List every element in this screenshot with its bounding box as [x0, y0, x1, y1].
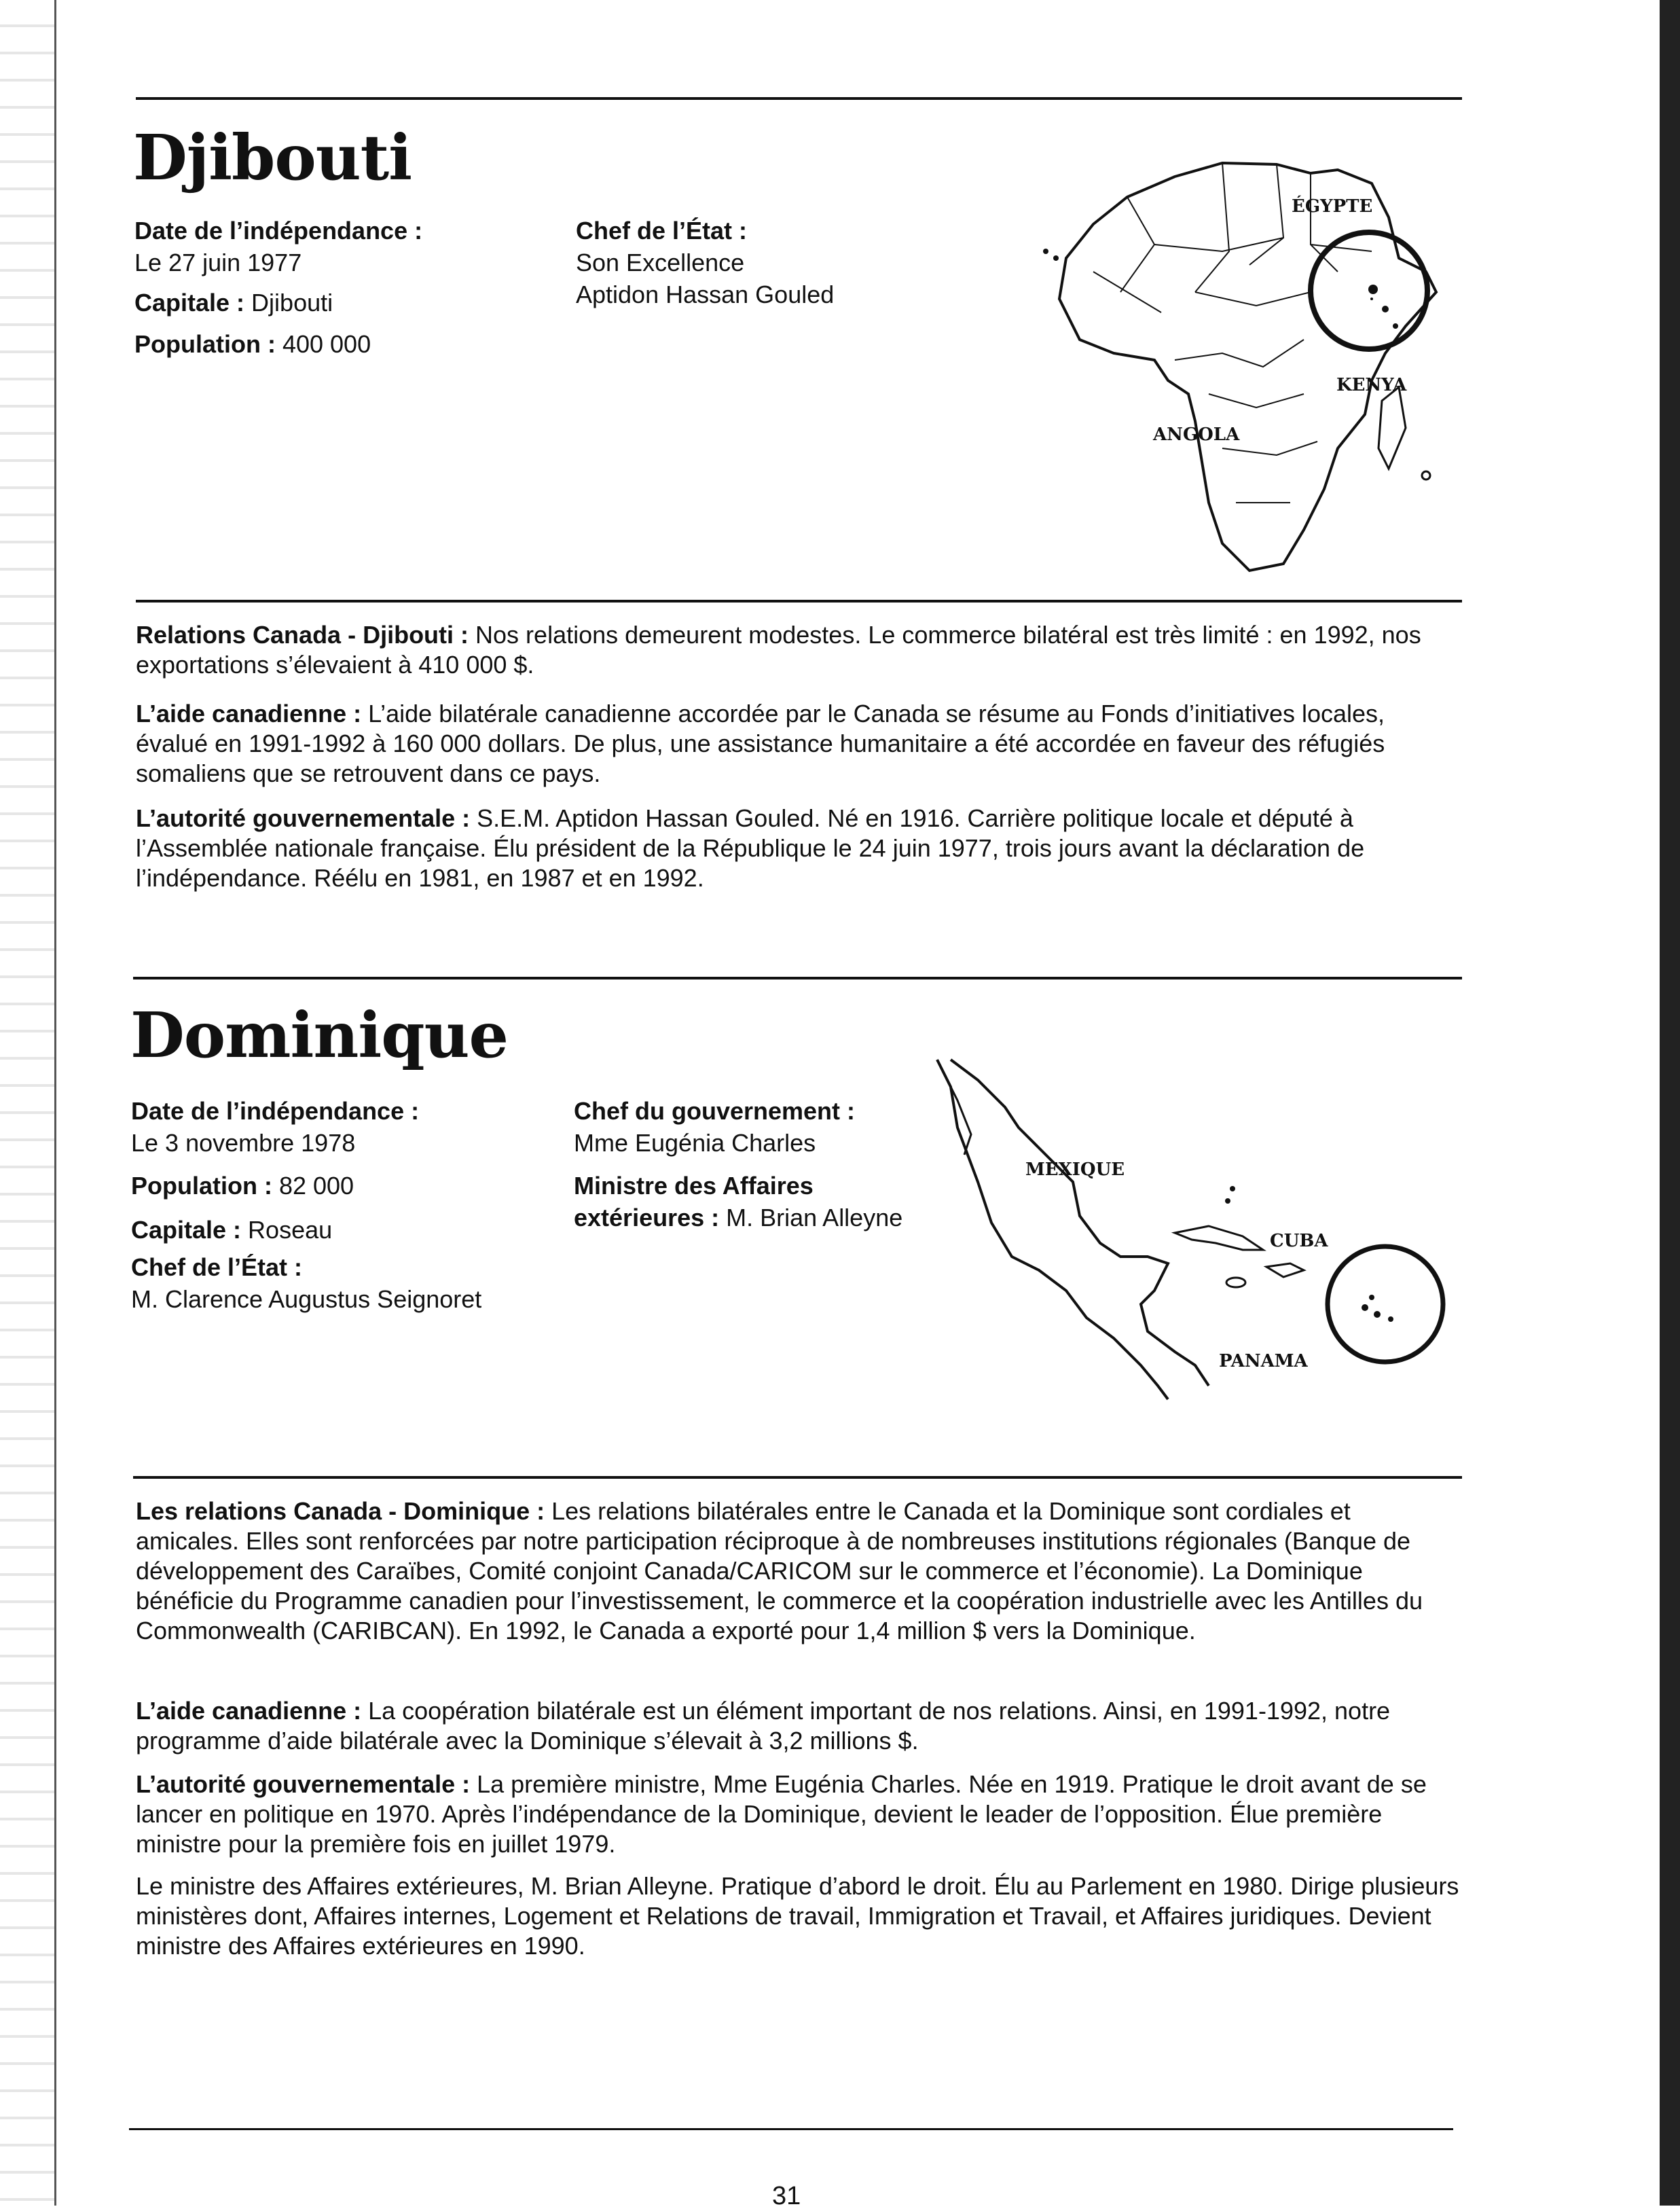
- foreign-minister-label-2: extérieures :: [574, 1204, 720, 1232]
- population-label: Population :: [131, 1172, 272, 1200]
- independence-label: Date de l’indépendance :: [134, 217, 423, 245]
- aid-label: L’aide canadienne :: [136, 700, 362, 727]
- djibouti-authority-paragraph: [136, 804, 1460, 893]
- foreign-minister-label: Ministre des Affaires: [574, 1172, 814, 1200]
- dominique-authority-paragraph: [136, 1769, 1460, 1859]
- djibouti-aid-paragraph: [136, 699, 1460, 789]
- map-label-angola: ANGOLA: [1153, 425, 1240, 445]
- top-rule: [136, 97, 1462, 100]
- head-of-state-label: Chef de l’État :: [131, 1253, 303, 1281]
- authority-text: S.E.M. Aptidon Hassan Gouled. Né en 1916. Carrière politique locale et député à l’Assemblée nationale française. Élu président de la République le 24 juin 1977, trois jours avant la déclaration de l’indépendance. Réélu en 1981, en 1987 et en 1992.: [136, 804, 1365, 892]
- dominique-aid-paragraph: [136, 1696, 1460, 1756]
- page-edge-shadow: [1660, 0, 1680, 2206]
- capital-value: Djibouti: [244, 289, 333, 317]
- capital-label: Capitale :: [134, 289, 245, 317]
- authority-label: L’autorité gouvernementale :: [136, 1770, 471, 1798]
- capital-label: Capitale :: [131, 1216, 242, 1244]
- djibouti-section-rule: [136, 600, 1462, 603]
- country-title-dominique: Dominique: [130, 999, 509, 1072]
- dominique-top-rule: [133, 977, 1462, 979]
- country-title-djibouti: Djibouti: [133, 121, 412, 194]
- aid-text: L’aide bilatérale canadienne accordée par le Canada se résume au Fonds d’initiatives locales, évalué en 1991-1992 à 160 000 dollars. De plus, une assistance humanitaire a été accordée en faveur des réfugiés somaliens que se retrouvent dans ce pays.: [136, 700, 1385, 787]
- population-value: 400 000: [275, 330, 371, 358]
- map-label-kenya: KENYA: [1336, 375, 1407, 395]
- head-of-state-value-1: Son Excellence: [576, 249, 745, 276]
- dominique-government: [574, 1095, 902, 1234]
- dominique-relations-paragraph: [136, 1496, 1460, 1646]
- independence-value: Le 3 novembre 1978: [131, 1129, 356, 1157]
- djibouti-relations-paragraph: [136, 620, 1460, 680]
- aid-text: La coopération bilatérale est un élément important de nos relations. Ainsi, en 1991-1992, notre programme d’aide bilatérale avec la Dominique s’élevait à 3,2 millions $.: [136, 1697, 1391, 1755]
- head-of-state-value: M. Clarence Augustus Seignoret: [131, 1285, 482, 1313]
- dominique-highlight-circle: [1328, 1246, 1443, 1362]
- map-label-mexico: MEXIQUE: [1025, 1160, 1125, 1180]
- foreign-minister-value: M. Brian Alleyne: [719, 1204, 903, 1232]
- dominique-facts: [131, 1095, 481, 1315]
- map-label-cuba: CUBA: [1270, 1231, 1328, 1251]
- dominique-minister-paragraph: Le ministre des Affaires extérieures, M. Brian Alleyne. Pratique d’abord le droit. Élu au Parlement en 1980. Dirige plusieurs ministères dont, Affaires internes, Logement et Relations de travail, Immigration et Travail, et Affaires juridiques. Devient ministre des Affaires extérieures en 1990.: [136, 1872, 1459, 1960]
- africa-map: [1019, 136, 1460, 577]
- relations-text: Nos relations demeurent modestes. Le commerce bilatéral est très limité : en 1992, nos exportations s’élevaient à 410 000 $.: [136, 621, 1421, 679]
- relations-label: Relations Canada - Djibouti :: [136, 621, 469, 649]
- authority-label: L’autorité gouvernementale :: [136, 804, 471, 832]
- djibouti-facts: [134, 215, 422, 360]
- djibouti-head-of-state: [576, 215, 834, 310]
- head-of-government-label: Chef du gouvernement :: [574, 1097, 856, 1125]
- capital-value: Roseau: [241, 1216, 333, 1244]
- caribbean-map: [924, 1046, 1467, 1413]
- relations-text: Les relations bilatérales entre le Canada et la Dominique sont cordiales et amicales. Elles sont renforcées par notre participation réciproque à de nombreuses institutions régionales (Banque de développement des Caraïbes, Comité conjoint Canada/CARICOM sur le commerce et l’économie). La Dominique bénéficie du Programme canadien pour l’investissement, le commerce et la coopération industrielle avec les Antilles du Commonwealth (CARIBCAN). En 1992, le Canada a exporté pour 1,4 million $ vers la Dominique.: [136, 1497, 1423, 1644]
- independence-label: Date de l’indépendance :: [131, 1097, 420, 1125]
- head-of-government-value: Mme Eugénia Charles: [574, 1129, 816, 1157]
- binding-edge: [0, 0, 56, 2206]
- independence-value: Le 27 juin 1977: [134, 249, 302, 276]
- dominique-section-rule: [133, 1476, 1462, 1479]
- map-label-egypt: ÉGYPTE: [1292, 196, 1373, 217]
- head-of-state-label: Chef de l’État :: [576, 217, 748, 245]
- authority-text: La première ministre, Mme Eugénia Charles. Née en 1919. Pratique le droit avant de se lancer en politique en 1970. Après l’indépendance de la Dominique, devient le leader de l’opposition. Élue première ministre pour la première fois en juillet 1979.: [136, 1770, 1427, 1858]
- relations-label: Les relations Canada - Dominique :: [136, 1497, 545, 1525]
- head-of-state-value-2: Aptidon Hassan Gouled: [576, 281, 835, 308]
- population-value: 82 000: [272, 1172, 354, 1200]
- map-label-panama: PANAMA: [1219, 1351, 1308, 1371]
- population-label: Population :: [134, 330, 276, 358]
- bottom-rule: [129, 2128, 1453, 2130]
- aid-label: L’aide canadienne :: [136, 1697, 362, 1725]
- page-number: 31: [772, 2182, 801, 2210]
